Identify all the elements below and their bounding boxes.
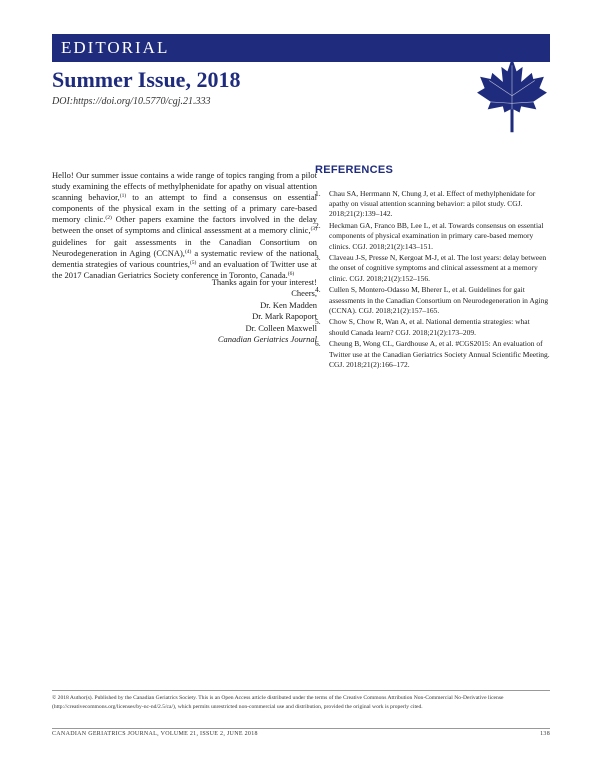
citation-5[interactable]: (5) (189, 259, 197, 266)
page-number: 138 (540, 731, 550, 737)
references-heading: REFERENCES (315, 164, 394, 176)
license-note: © 2018 Author(s). Published by the Canadian Geriatrics Society. This is an Open Access article distributed under the terms of the Creative Commons Attribution Non-Commercial No-Derivative license (http://creativecommons.org/licenses/by-nc-nd/2.5/ca/), which permits unrestricted non-commercial use and distribution, provided the original work is properly cited. (52, 690, 550, 712)
cheers-line: Cheers, (291, 288, 317, 299)
doi-link[interactable]: DOI:https://doi.org/10.5770/cgj.21.333 (52, 96, 211, 107)
references-list (315, 189, 550, 371)
thanks-line: Thanks again for your interest! (211, 277, 317, 287)
author-name: Dr. Ken Madden (260, 299, 317, 310)
citation-2[interactable]: (2) (105, 215, 112, 222)
editorial-body (52, 170, 317, 281)
reference-item: 4. Cullen S, Montero-Odasso M, Bherer L, et al. Guidelines for gait assessments in the Canadian Consortium on Neurodegeneration in Aging (CCNA). CGJ. 2018;21(2):157–165. (315, 285, 549, 315)
reference-item: 2. Heckman GA, Franco BB, Lee L, et al. Towards consensus on essential components of physical examination in primary care-based memory clinics. CGJ. 2018;21(2):143–151. (315, 221, 544, 251)
body-paragraph: Hello! Our summer issue contains a wide range of topics ranging from a pilot study examining the effects of methylphenidate for apathy on visual attention scanning behavior,$^{(1)}$ to an attempt to find a consensus on essential components of the physical exam in the setting of a primary care-based memory clinic.$^{(2)}$ Other papers examine the factors involved in the delay between the onset of symptoms and clinical assessment at a memory clinic,$^{(3)}$ guidelines for gait assessments in the Canadian Consortium on Neurodegeneration in Aging (CCNA),$^{(4)}$ a systematic review of the national dementia strategies of various countries,$^{(5)}$ and an evaluation of Twitter use at the 2017 Canadian Geriatrics Society conference in Toronto, Canada.$^{(6)}$ (52, 170, 318, 280)
article-title: Summer Issue, 2018 (52, 67, 241, 92)
citation-3[interactable]: (3) (310, 226, 317, 233)
author-name: Dr. Mark Rapoport (252, 311, 317, 322)
reference-item: 5. Chow S, Chow R, Wan A, et al. National dementia strategies: what should Canada learn? CGJ. 2018;21(2):173–209. (315, 317, 530, 337)
maple-leaf-icon (474, 56, 550, 140)
reference-item: 1. Chau SA, Herrmann N, Chung J, et al. Effect of methylphenidate for apathy on visual attention scanning behavior: a pilot study. CGJ. 2018;21(2):139–142. (315, 189, 536, 219)
citation-1[interactable]: (1) (119, 193, 127, 200)
reference-item: 6. Cheung B, Wong CL, Gardhouse A, et al. #CGS2015: An evaluation of Twitter use at the Canadian Geriatrics Society Annual Scientific Meeting. CGJ. 2018;21(2):166–172. (315, 339, 550, 369)
author-name: Dr. Colleen Maxwell (245, 322, 317, 333)
section-label: EDITORIAL (61, 38, 170, 57)
citation-4[interactable]: (4) (184, 248, 192, 255)
signoff (52, 277, 317, 345)
page-footer (52, 728, 550, 737)
citation-6[interactable]: (6) (287, 270, 295, 277)
journal-name: Canadian Geriatrics Journal (217, 334, 317, 345)
journal-issue-line: CANADIAN GERIATRICS JOURNAL, VOLUME 21, ISSUE 2, JUNE 2018 (52, 731, 258, 737)
reference-item: 3. Claveau J-S, Presse N, Kergoat M-J, et al. The lost years: delay between the onset of cognitive symptoms and clinical assessment at a memory clinic. CGJ. 2018;21(2):152–156. (315, 253, 547, 283)
